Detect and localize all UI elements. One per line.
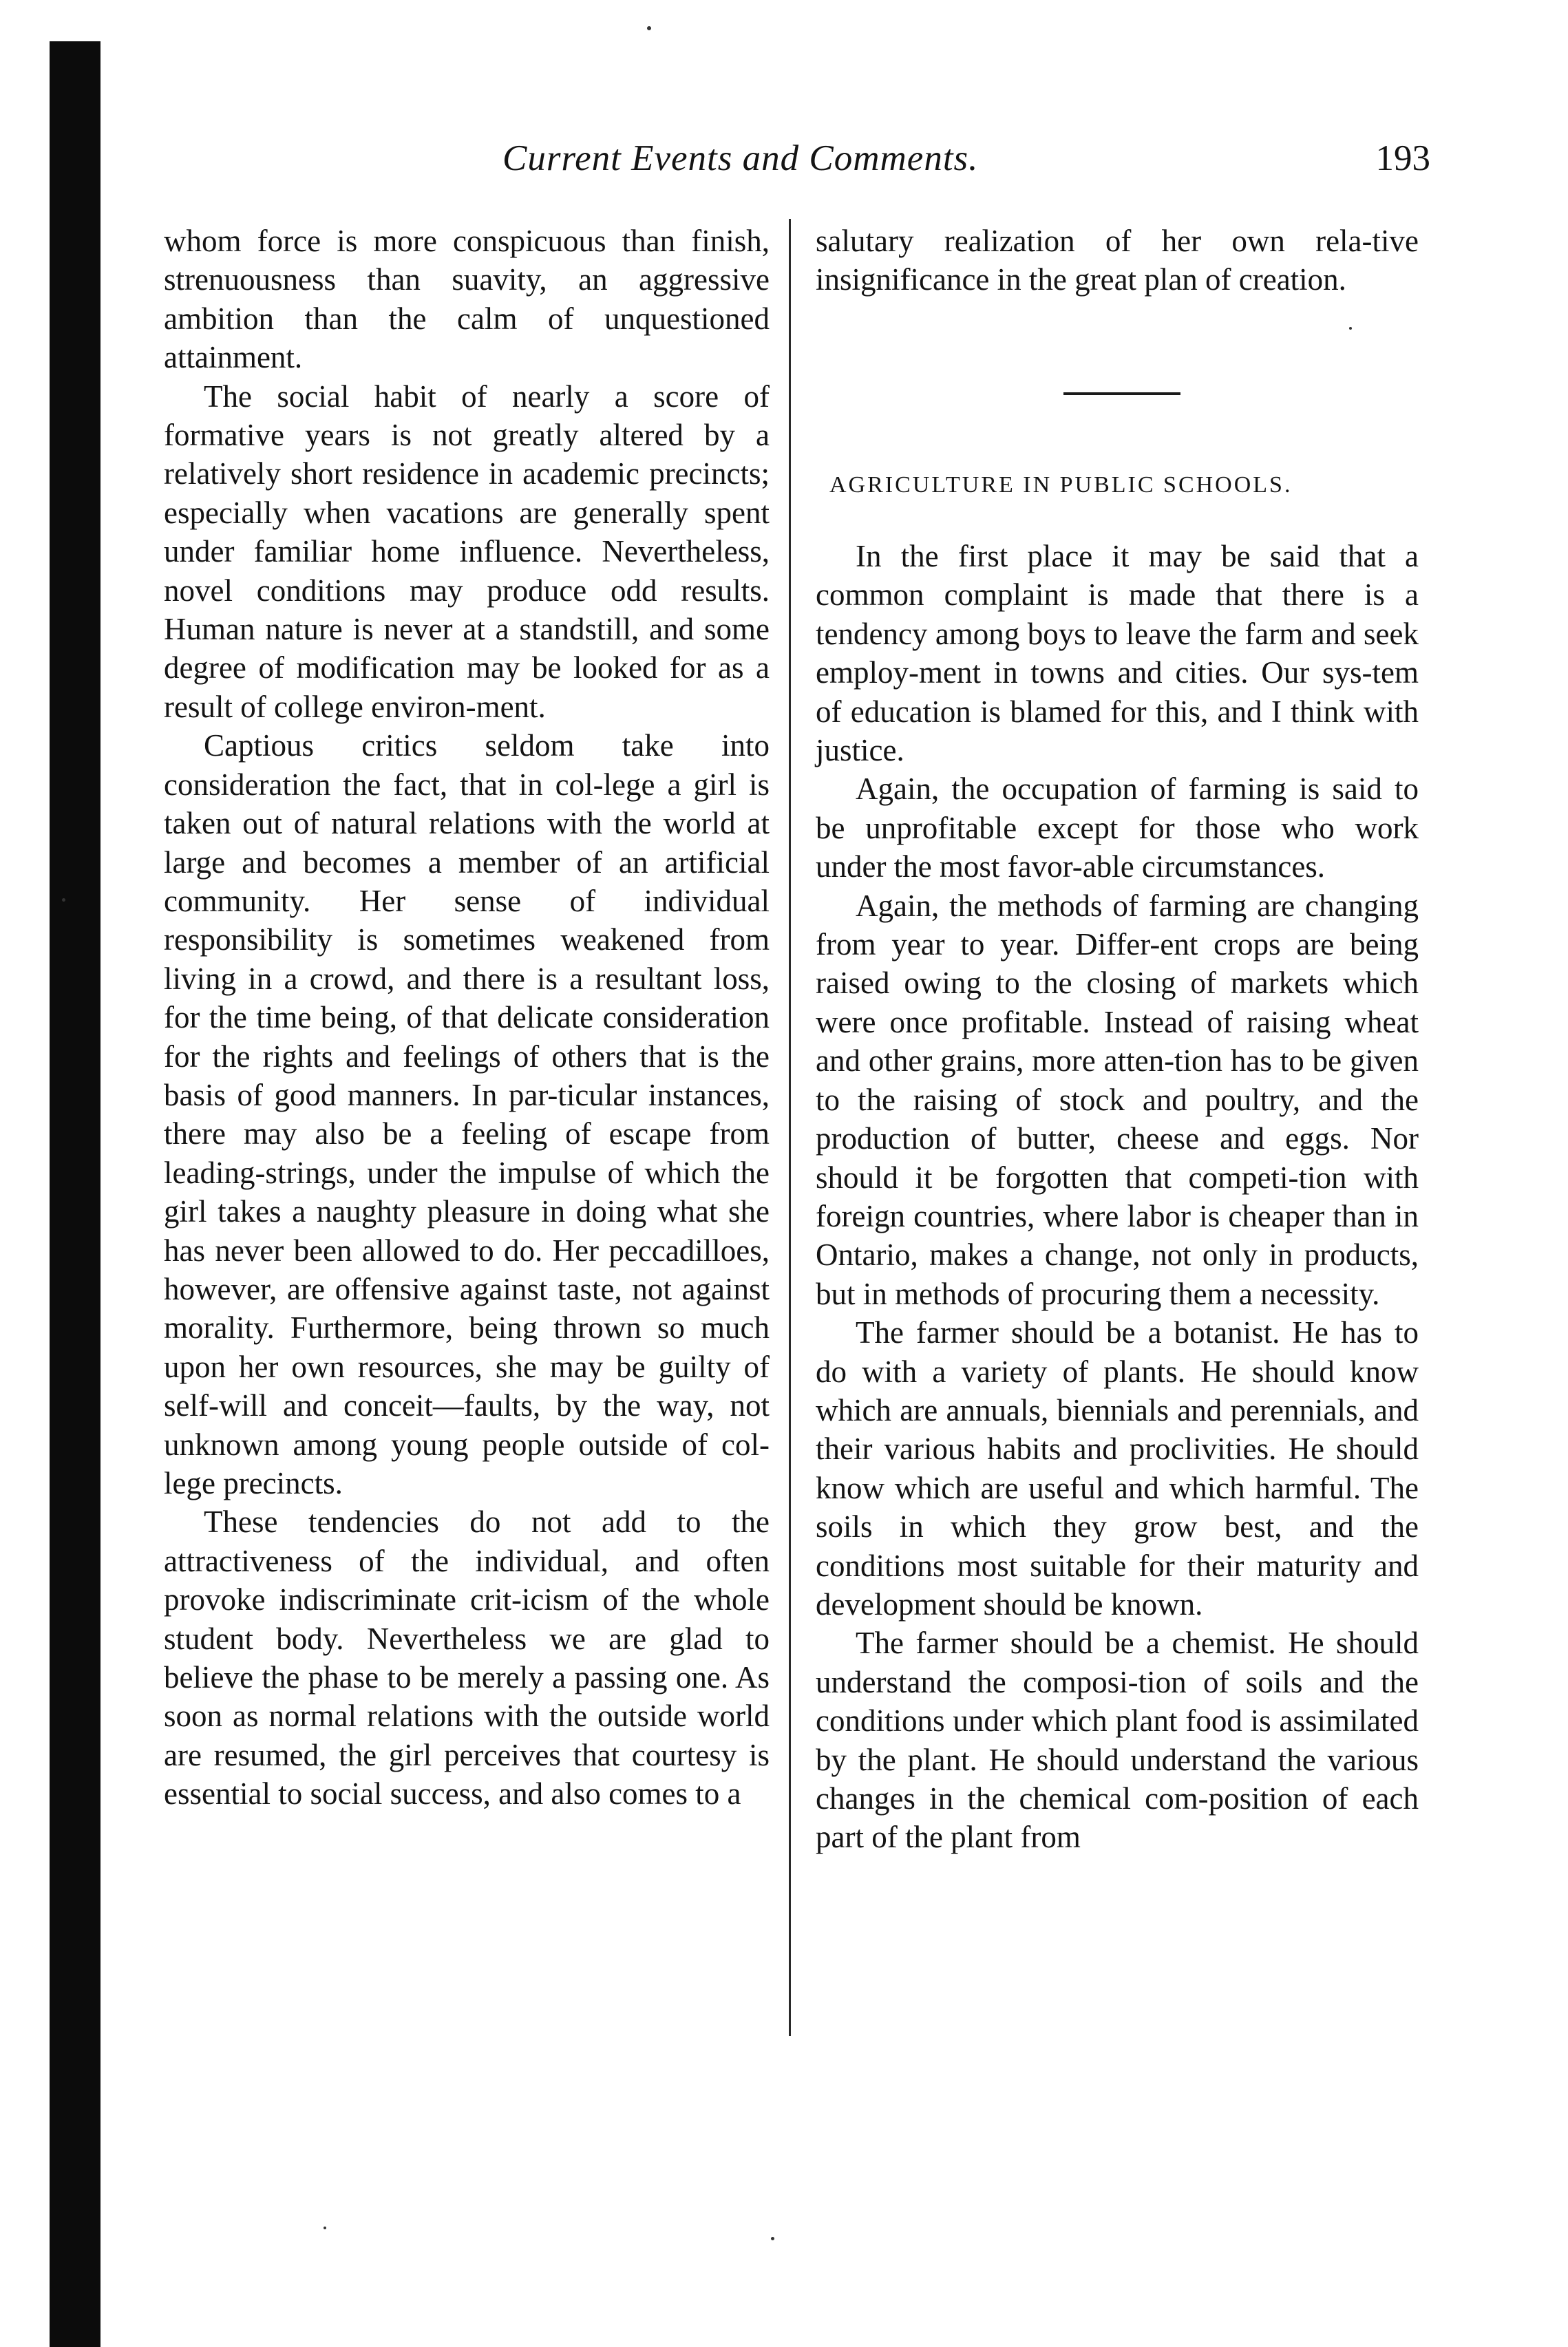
paragraph: Again, the occupation of farming is said to be unprofitable except for those who work under the most favor-able circumstances. bbox=[816, 772, 1419, 884]
right-column bbox=[816, 537, 1419, 1857]
paper-speck bbox=[771, 2237, 774, 2240]
left-column bbox=[164, 222, 770, 1814]
paragraph: salutary realization of her own rela-tive insignificance in the great plan of creation. bbox=[816, 224, 1419, 297]
paragraph: In the first place it may be said that a common complaint is made that there is a tendency among boys to leave the farm and seek employ-ment in towns and cities. Our sys-tem of education is blamed for this, and I think with justice. bbox=[816, 539, 1419, 768]
paragraph: Captious critics seldom take into consideration the fact, that in col-lege a girl is taken out of natural relations with the world at large and becomes a member of an artificial community. Her sense of individual responsibility is sometimes weakened from living in a crowd, and there is a resultant loss, for the time being, of that delicate consideration for the rights and feelings of others that is the basis of good manners. In par-ticular instances, there may also be a feeling of escape from leading-strings, under the impulse of which the girl takes a naughty pleasure in doing what she has never been allowed to do. Her peccadilloes, however, are offensive against taste, not against morality. Furthermore, being thrown so much upon her own resources, she may be guilty of self-will and conceit—faults, by the way, not unknown among young people outside of col-lege precincts. bbox=[164, 728, 770, 1500]
paragraph: These tendencies do not add to the attractiveness of the individual, and often provoke indiscriminate crit-icism of the whole student body. Nevertheless we are glad to believe the phase to be merely a passing one. As soon as normal relations with the outside world are resumed, the girl perceives that courtesy is essential to social success, and also comes to a bbox=[164, 1505, 770, 1812]
paragraph: The farmer should be a chemist. He should understand the composi-tion of soils and the conditions under which plant food is assimilated by the plant. He should understand the various changes in the chemical com-position of each part of the plant from bbox=[816, 1626, 1419, 1855]
page-number: 193 bbox=[1375, 138, 1430, 178]
section-heading: AGRICULTURE IN PUBLIC SCHOOLS. bbox=[829, 472, 1293, 498]
paper-speck bbox=[62, 898, 65, 902]
section-divider bbox=[1063, 392, 1180, 395]
paragraph: whom force is more conspicuous than finish, strenuousness than suavity, an aggressive ambition than the calm of unquestioned attainment. bbox=[164, 224, 770, 375]
paper-speck bbox=[647, 26, 651, 30]
column-divider bbox=[789, 219, 791, 2036]
paper-speck bbox=[1349, 327, 1352, 330]
paragraph: The farmer should be a botanist. He has to do with a variety of plants. He should know which are annuals, biennials and perennials, and their various habits and proclivities. He should know which are useful and which harmful. The soils in which they grow best, and the conditions most suitable for their maturity and development should be known. bbox=[816, 1315, 1419, 1622]
binding-edge bbox=[50, 41, 100, 2347]
right-column-top bbox=[816, 222, 1419, 299]
running-head: Current Events and Comments. bbox=[502, 138, 979, 178]
paragraph: The social habit of nearly a score of formative years is not greatly altered by a relatively short residence in academic precincts; especially when vacations are generally spent under familiar home influence. Nevertheless, novel conditions may produce odd results. Human nature is never at a standstill, and some degree of modification may be looked for as a result of college environ-ment. bbox=[164, 379, 770, 724]
paper-speck bbox=[324, 2227, 326, 2229]
paragraph: Again, the methods of farming are changing from year to year. Differ-ent crops are being raised owing to the closing of markets which were once profitable. Instead of raising wheat and other grains, more atten-tion has to be given to the raising of stock and poultry, and the production of butter, cheese and eggs. Nor should it be forgotten that competi-tion with foreign countries, where labor is cheaper than in Ontario, makes a change, not only in products, but in methods of procuring them a necessity. bbox=[816, 888, 1419, 1311]
